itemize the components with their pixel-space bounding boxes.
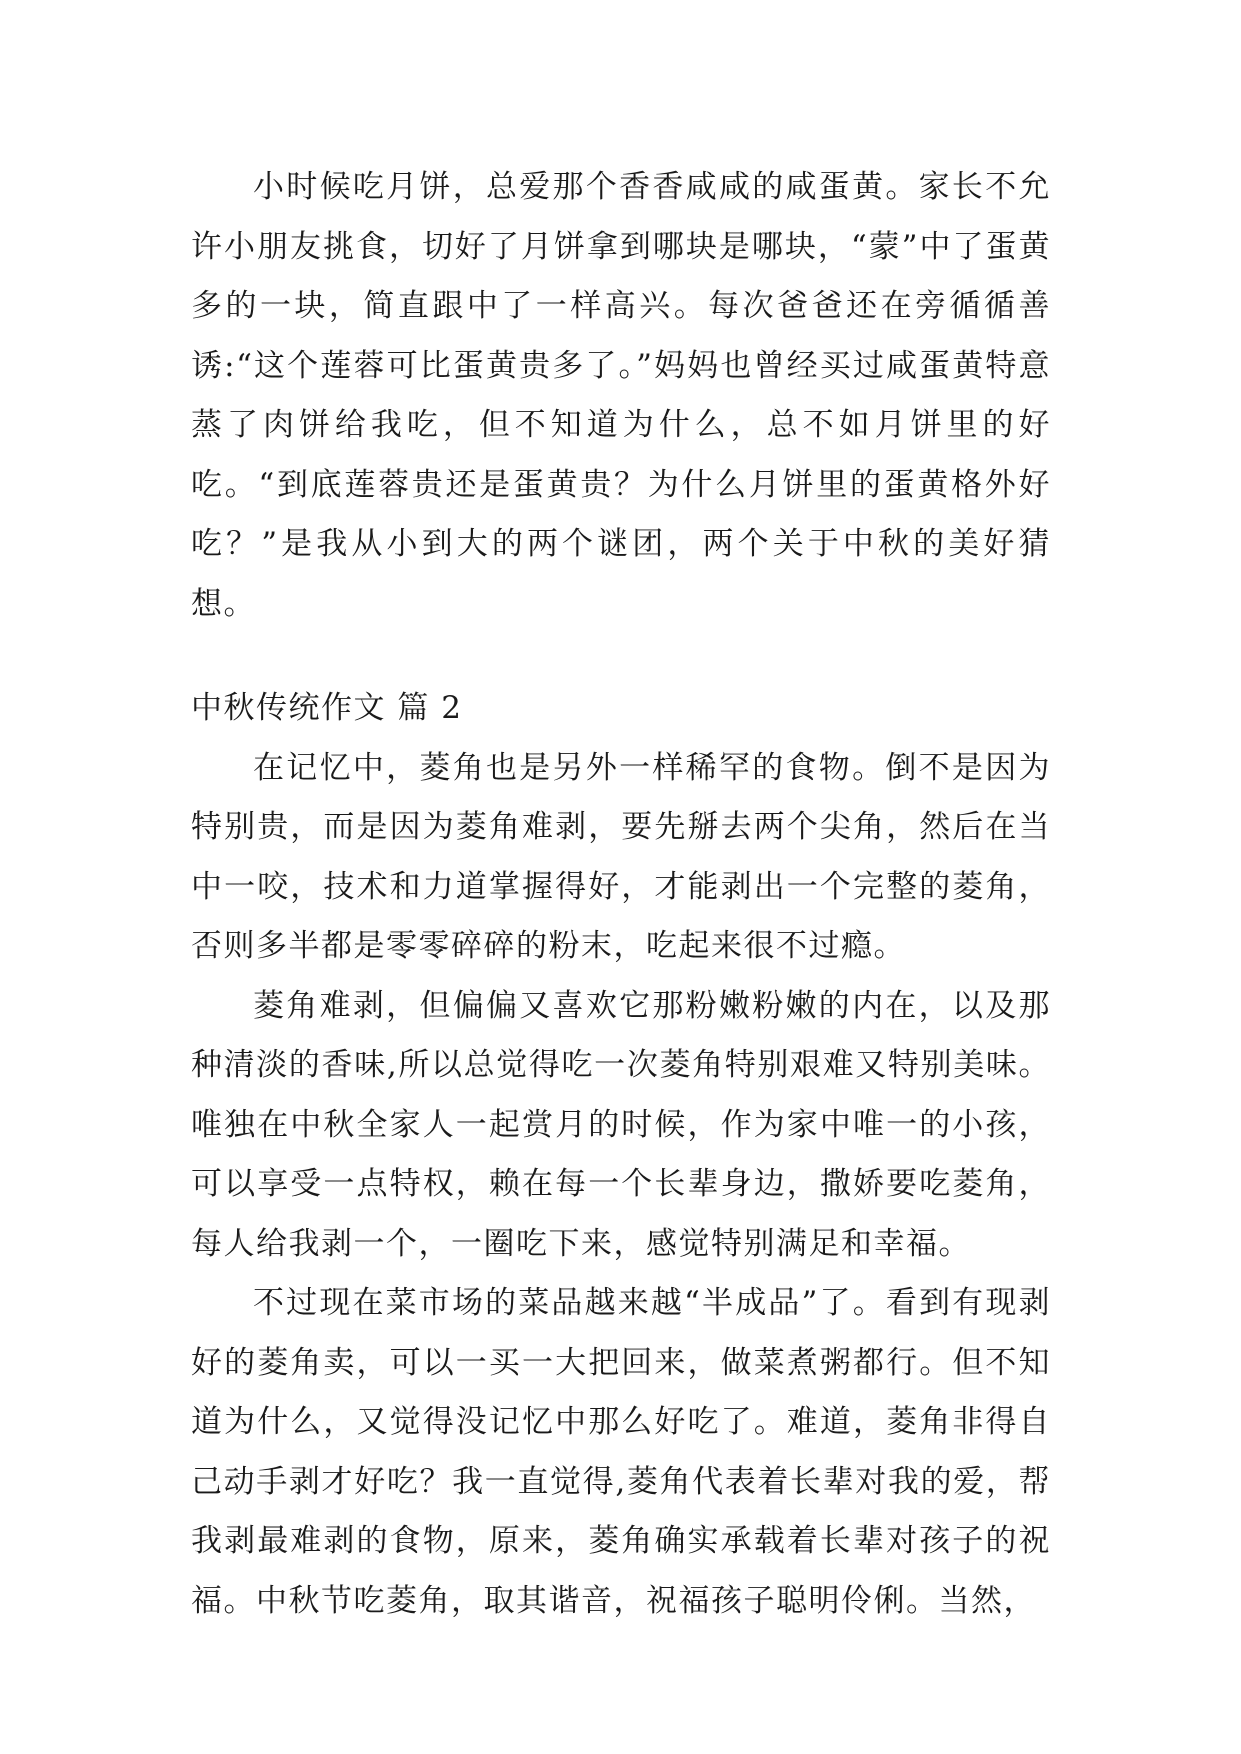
document-page (191, 158, 1051, 1631)
paragraph-water-chestnut-market: 不过现在菜市场的菜品越来越“半成品”了。看到有现剥好的菱角卖，可以一买一大把回来，做菜煮粥都行。但不知道为什么，又觉得没记忆中那么好吃了。难道，菱角非得自己动手剥才好吃？我一直觉得,菱角代表着长辈对我的爱，帮我剥最难剥的食物，原来，菱角确实承载着长辈对孩子的祝福。中秋节吃菱角，取其谐音，祝福孩子聪明伶俐。当然， (191, 1285, 1051, 1619)
section-heading: 中秋传统作文 篇 2 (191, 690, 463, 726)
paragraph-water-chestnut-memory: 在记忆中，菱角也是另外一样稀罕的食物。倒不是因为特别贵，而是因为菱角难剥，要先掰去两个尖角，然后在当中一咬，技术和力道掌握得好，才能剥出一个完整的菱角，否则多半都是零零碎碎的粉末，吃起来很不过瘾。 (191, 749, 1051, 964)
paragraph-mooncake: 小时候吃月饼，总爱那个香香咸咸的咸蛋黄。家长不允许小朋友挑食，切好了月饼拿到哪块是哪块，“蒙”中了蛋黄多的一块，简直跟中了一样高兴。每次爸爸还在旁循循善诱:“这个莲蓉可比蛋黄贵多了。”妈妈也曾经买过咸蛋黄特意蒸了肉饼给我吃，但不知道为什么，总不如月饼里的好吃。“到底莲蓉贵还是蛋黄贵？为什么月饼里的蛋黄格外好吃？”是我从小到大的两个谜团，两个关于中秋的美好猜想。 (191, 169, 1051, 622)
paragraph-water-chestnut-taste: 菱角难剥，但偏偏又喜欢它那粉嫩粉嫩的内在，以及那种清淡的香味,所以总觉得吃一次菱角特别艰难又特别美味。唯独在中秋全家人一起赏月的时候，作为家中唯一的小孩，可以享受一点特权，赖在每一个长辈身边，撒娇要吃菱角，每人给我剥一个，一圈吃下来，感觉特别满足和幸福。 (191, 987, 1051, 1262)
